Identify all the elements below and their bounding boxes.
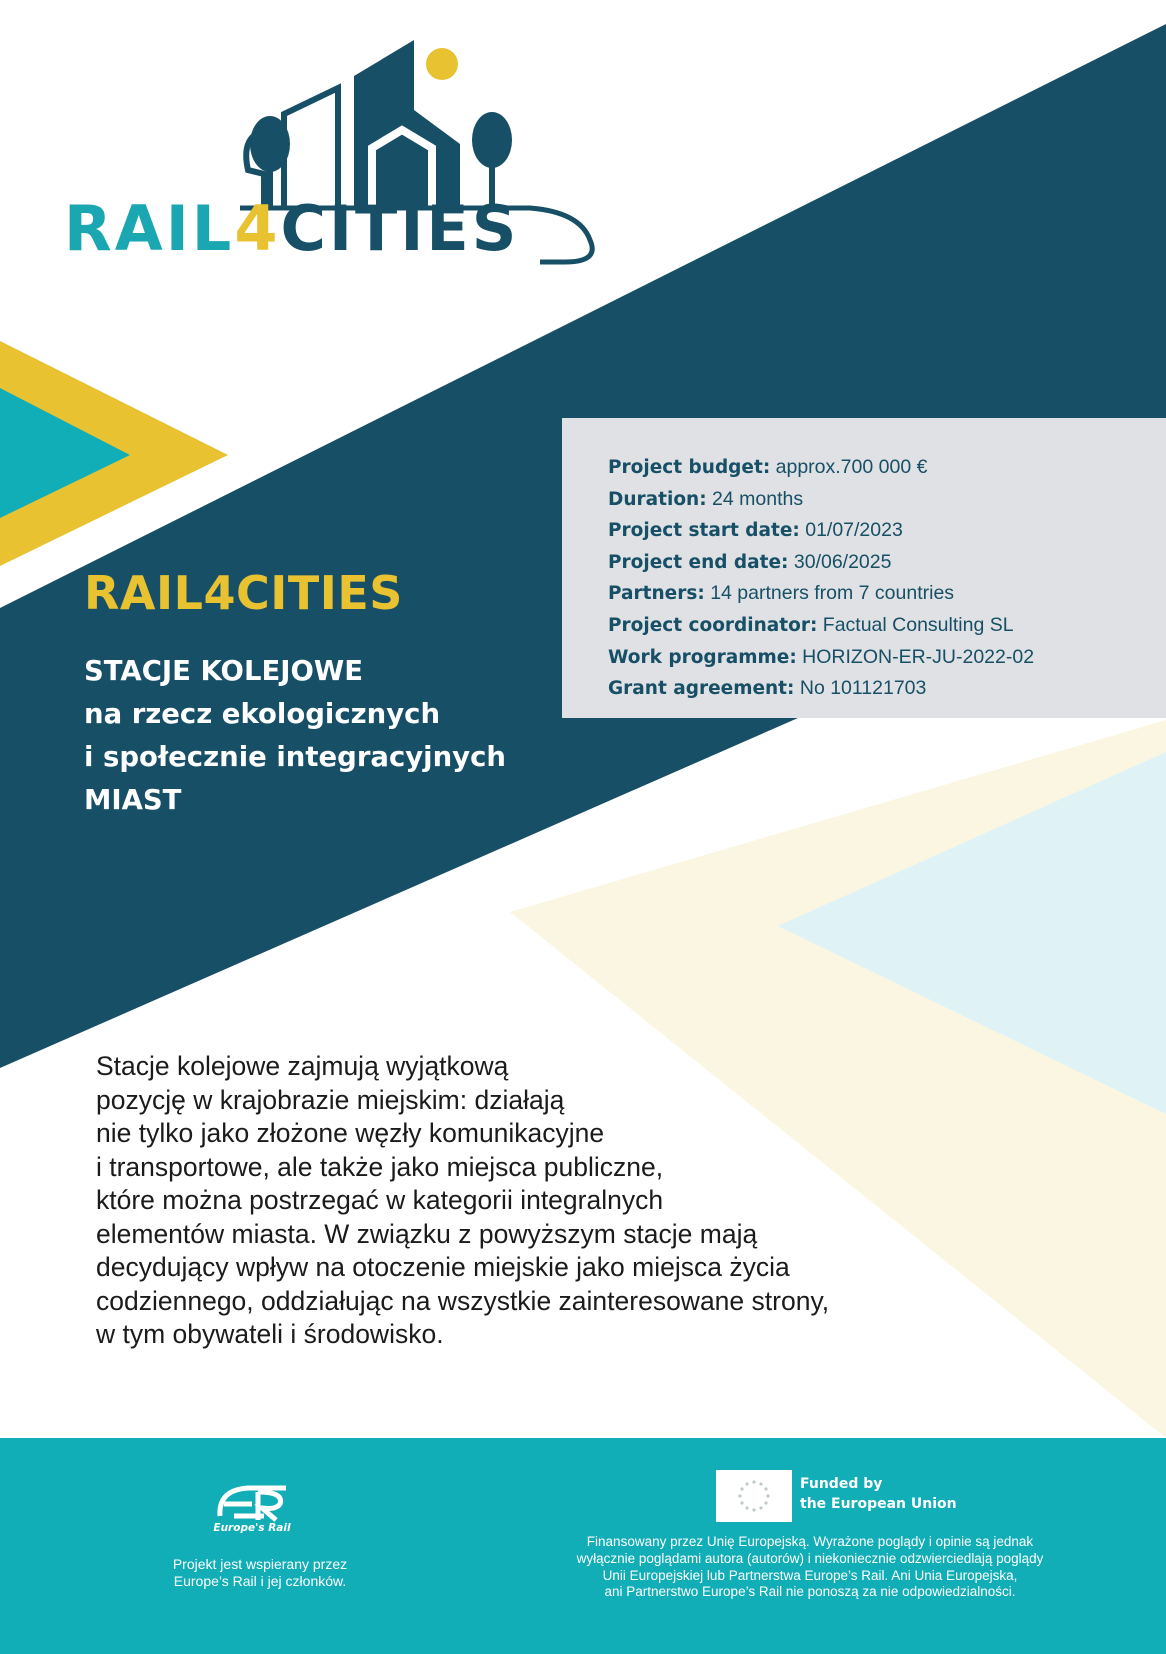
info-row-work-programme: Work programme: HORIZON-ER-JU-2022-02	[608, 645, 1035, 668]
body-line: Stacje kolejowe zajmują wyjątkową	[96, 1051, 509, 1081]
body-line: nie tylko jako złożone węzły komunikacyjne	[96, 1118, 605, 1148]
logo-text-4: 4	[234, 192, 281, 265]
body-line: codziennego, oddziałując na wszystkie zainteresowane strony,	[96, 1285, 830, 1316]
page-title: RAIL4CITIES	[84, 566, 403, 620]
info-row-start-date: Project start date: 01/07/2023	[608, 519, 903, 542]
logo-wordmark	[64, 192, 520, 265]
eu-funded-label: Funded by the European Union	[800, 1476, 957, 1512]
info-row-coordinator: Project coordinator: Factual Consulting SL	[608, 613, 1014, 636]
info-row-grant-agreement: Grant agreement: No 101121703	[608, 677, 927, 700]
body-line: które można postrzegać w kategorii integralnych	[96, 1185, 664, 1215]
subtitle-line: MIAST	[84, 784, 182, 816]
body-line: decydujący wpływ na otoczenie miejskie jako miejsca życia	[96, 1252, 790, 1282]
footer	[0, 1438, 1166, 1654]
logo-text-cities: CITIES	[280, 192, 520, 265]
info-row-budget: Project budget: approx.700 000 €	[608, 456, 928, 478]
info-row-end-date: Project end date: 30/06/2025	[608, 550, 892, 573]
body-line: i transportowe, ale także jako miejsca publiczne,	[96, 1151, 664, 1182]
body-line: elementów miasta. W związku z powyższym stacje mają	[96, 1218, 758, 1249]
europes-rail-label: Europe's Rail	[213, 1522, 291, 1534]
body-line: pozycję w krajobrazie miejskim: działają	[96, 1084, 565, 1115]
subtitle-line: na rzecz ekologicznych	[84, 698, 441, 730]
body-line: w tym obywateli i środowisko.	[96, 1319, 444, 1349]
project-info-box	[562, 418, 1166, 718]
body-paragraph	[96, 1050, 829, 1352]
europes-rail-note: Projekt jest wspierany przez Europe’s Rail i jej członków.	[172, 1556, 348, 1589]
eu-disclaimer: Finansowany przez Unię Europejską. Wyrażone poglądy i opinie są jednak wyłącznie poglądami autora (autorów) i niekoniecznie odzwierciedlają poglądy Unii Europejskiej lub Partnerstwa Europe’s Rail. Ani Unia Europejska, ani Partnerstwo Europe’s Rail nie ponoszą za nie odpowiedzialności.	[576, 1534, 1044, 1600]
info-row-partners: Partners: 14 partners from 7 countries	[608, 582, 955, 605]
subtitle	[84, 650, 506, 822]
eu-flag-icon	[716, 1470, 792, 1522]
logo-text-rail: RAIL	[64, 192, 235, 265]
subtitle-line: STACJE KOLEJOWE	[84, 655, 363, 687]
info-row-duration: Duration: 24 months	[608, 487, 804, 510]
subtitle-line: i społecznie integracyjnych	[84, 741, 506, 773]
